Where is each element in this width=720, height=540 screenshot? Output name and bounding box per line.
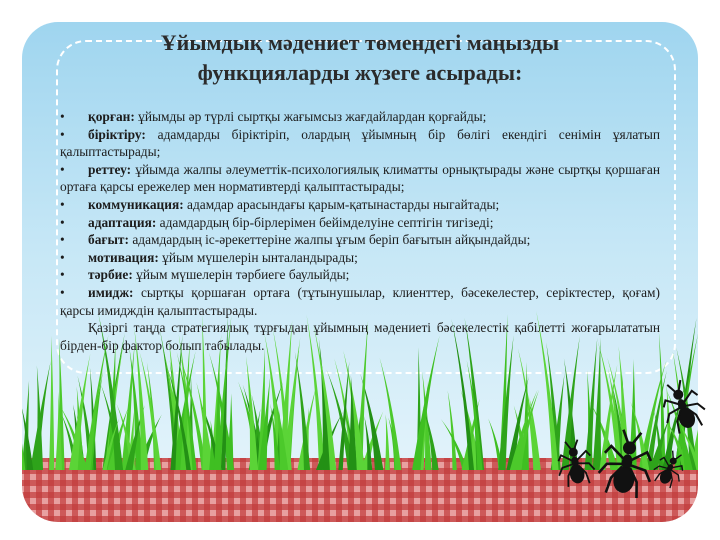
item-text: сыртқы қоршаған ортаға (тұтынушылар, клиенттер, бәсекелестер, серіктестер, қоғам) қарсы имидждін қалыптастырады. — [60, 284, 660, 318]
item-text: ұйым мүшелерін ынталандырады; — [158, 249, 358, 265]
bullet: • — [60, 161, 65, 177]
list-item — [60, 161, 660, 196]
function-list — [60, 108, 660, 354]
grass-blade — [49, 336, 54, 470]
list-item — [60, 126, 660, 161]
item-term: адаптация: — [88, 214, 157, 230]
grass-blade — [385, 414, 390, 470]
grass-blade — [84, 334, 108, 470]
item-term: қорған: — [88, 109, 135, 124]
title-line-2: функцияларды жүзеге асырады: — [197, 60, 523, 85]
bullet: • — [60, 284, 65, 300]
conclusion-paragraph: Қазіргі таңда стратегиялық тұрғыдан ұйымның мәдениеті бәсекелестік қабілетті жоғарылататын бірден-бір фактор болып табылады. — [60, 320, 660, 353]
list-item — [60, 284, 660, 319]
item-text: адамдардың бір-бірлерімен бейімделуіне септігін тигізеді; — [156, 214, 494, 230]
item-text: ұйым мүшелерін тәрбиеге баулыйды; — [132, 267, 350, 283]
item-term: мотивация: — [88, 249, 159, 265]
bullet: • — [60, 196, 65, 212]
grass-blade — [380, 358, 402, 470]
item-term: біріктіру: — [88, 126, 146, 142]
item-term: реттеу: — [88, 161, 132, 177]
page-title — [40, 28, 680, 88]
item-text: ұйымда жалпы әлеуметтік-психологиялық климатты орнықтырады және сыртқы қоршаған ортаға қарсы ережелер мен нормативтерді қалыптастырады; — [60, 161, 660, 195]
item-term: бағыт: — [88, 232, 129, 248]
list-item — [60, 231, 660, 249]
list-item — [60, 196, 660, 214]
bullet: • — [60, 126, 65, 142]
bullet: • — [60, 109, 65, 124]
list-item — [60, 249, 660, 267]
item-text: адамдарды біріктіріп, олардың ұйымның бір бөлігі екендігі сенімін ұялатып қалыптастырады; — [60, 126, 660, 160]
item-term: тәрбие: — [88, 267, 133, 283]
grass-blade — [593, 337, 602, 470]
item-text: адамдар арасындағы қарым-қатынастарды ныгайтады; — [183, 196, 500, 212]
item-term: коммуникация: — [88, 196, 184, 212]
item-text: адамдардың іс-әрекеттеріне жалпы ұғым беріп бағытын айқындайды; — [128, 232, 531, 248]
list-item — [60, 108, 660, 126]
grass-blade — [12, 385, 25, 470]
bullet: • — [60, 214, 65, 230]
title-line-1: Ұйымдық мәдениет төмендегі маңызды — [160, 30, 560, 55]
bullet: • — [60, 232, 65, 248]
item-term: имидж: — [88, 284, 134, 300]
bullet: • — [60, 267, 65, 283]
item-text: ұйымды әр түрлі сыртқы жағымсыз жағдайлардан қорғайды; — [134, 109, 487, 124]
bullet: • — [60, 249, 65, 265]
list-item — [60, 266, 660, 284]
list-item — [60, 214, 660, 232]
